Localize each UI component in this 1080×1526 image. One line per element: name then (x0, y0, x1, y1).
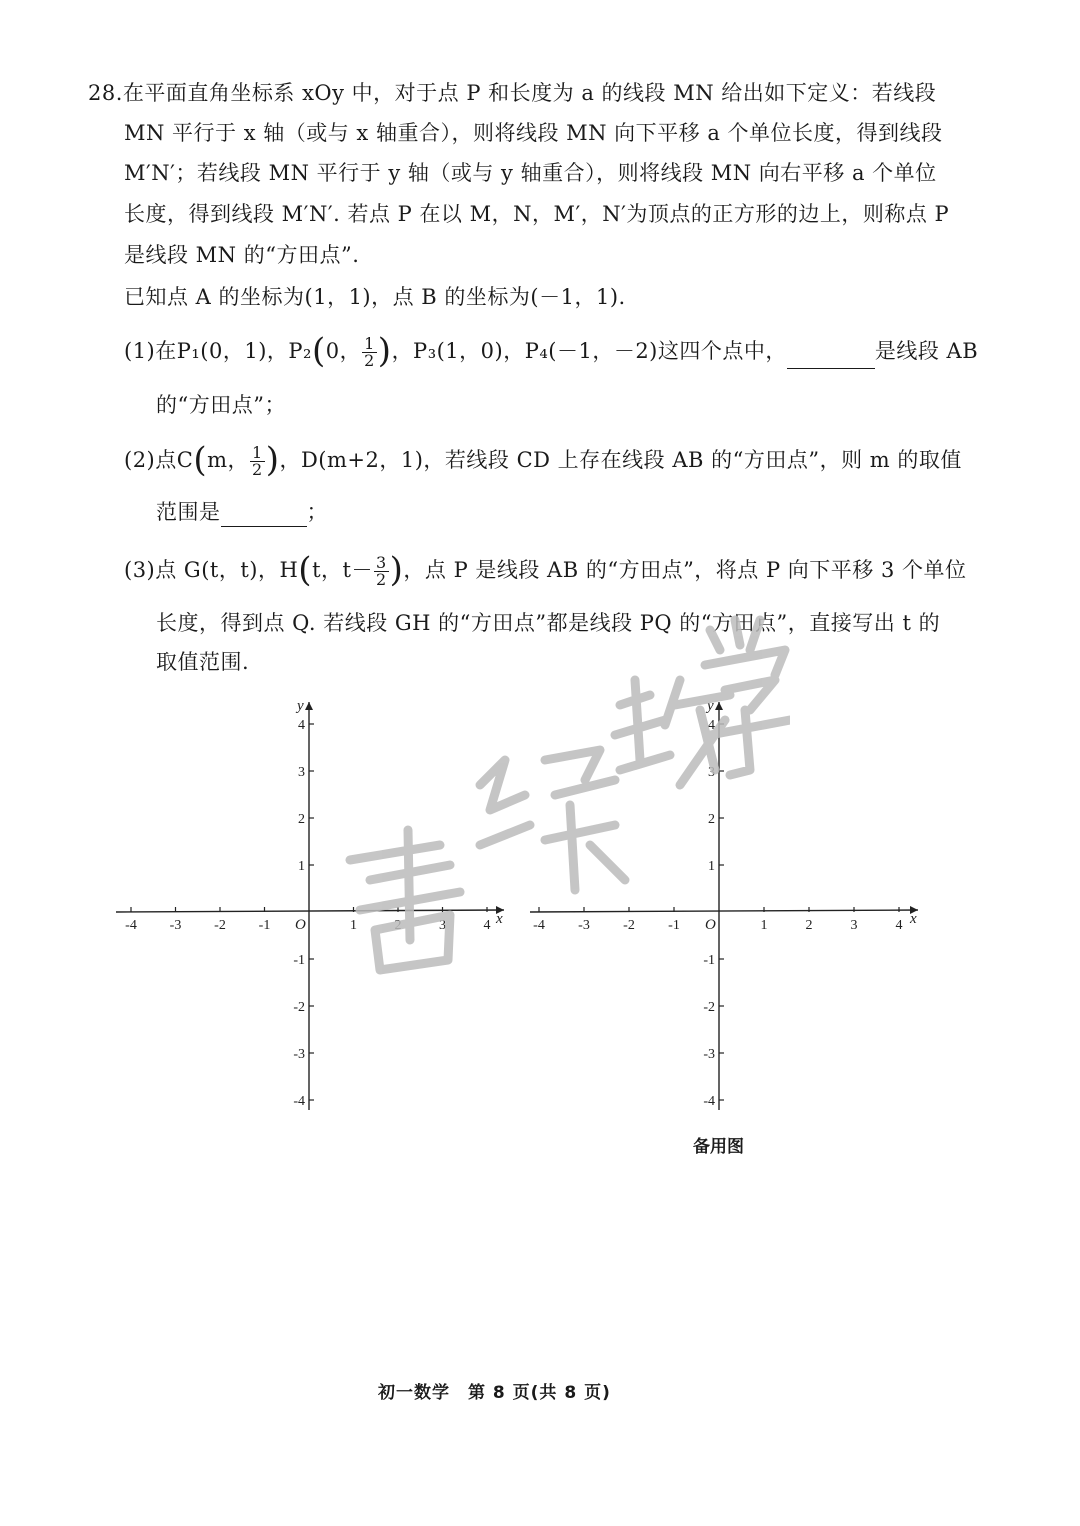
left-y-tick-label: -4 (293, 1094, 305, 1109)
problem-line-4: 长度，得到线段 M′N′. 若点 P 在以 M，N，M′，N′为顶点的正方形的边上，则称点 P (124, 202, 950, 226)
right-x-axis-label: x (910, 911, 917, 927)
left-y-tick-label: -2 (293, 1000, 305, 1015)
right-y-tick-label: 2 (708, 812, 715, 827)
left-x-tick-label: 2 (394, 918, 402, 933)
left-y-axis-label: y (297, 698, 304, 714)
right-y-tick-label: -1 (703, 953, 715, 968)
right-x-tick-label: 1 (760, 918, 768, 933)
question-1-line-1: (1)在P₁(0，1)，P₂(0， $\frac{1}{2}$ )，P₃(1，0)，P₄(－1，－2)这四个点中， 是线段 AB (124, 330, 979, 371)
answer-blank-2[interactable] (221, 504, 307, 527)
right-x-tick-label: -4 (533, 918, 545, 933)
left-y-tick-label: -1 (293, 953, 305, 968)
right-x-tick-label: -1 (668, 918, 680, 933)
problem-line-2: MN 平行于 x 轴（或与 x 轴重合），则将线段 MN 向下平移 a 个单位长度，得到线段 (124, 121, 943, 145)
left-x-tick-label: -1 (258, 918, 271, 933)
left-x-tick-label: 4 (483, 918, 491, 933)
right-y-tick-label: 3 (708, 765, 715, 780)
right-origin-label: O (705, 917, 716, 933)
question-3-line-2: 长度，得到点 Q. 若线段 GH 的“方田点”都是线段 PQ 的“方田点”，直接写出 t 的 (156, 611, 941, 635)
left-y-axis-arrow (305, 702, 313, 710)
question-3-line-1: (3)点 G(t，t)，H(t，t－ $\frac{3}{2}$ )，点 P 是线段 AB 的“方田点”，将点 P 向下平移 3 个单位 (124, 549, 967, 590)
problem-line-1 (88, 78, 936, 108)
left-x-tick-label: 3 (439, 918, 446, 933)
left-x-tick-label: -4 (125, 918, 137, 933)
right-x-tick-label: -3 (578, 918, 590, 933)
right-x-tick-label: 3 (850, 918, 858, 933)
left-origin-label: O (295, 917, 306, 933)
question-1-line-2: 的“方田点”； (156, 393, 286, 417)
page-footer: 初一数学 第 8 页(共 8 页) (378, 1383, 611, 1403)
question-3-line-3: 取值范围. (156, 650, 250, 674)
question-2-line-1: (2)点C(m， $\frac{1}{2}$ )，D(m+2，1)，若线段 CD 上存在线段 AB 的“方田点”，则 m 的取值 (124, 439, 962, 480)
right-x-tick-label: 4 (895, 918, 903, 933)
problem-number: 28. (88, 81, 123, 105)
right-y-tick-label: -4 (703, 1094, 715, 1109)
left-x-axis (116, 910, 504, 912)
right-y-tick-label: 4 (708, 718, 715, 733)
problem-line-5: 是线段 MN 的“方田点”. (124, 243, 360, 267)
coordinate-grid-left (112, 690, 512, 1120)
right-x-axis (530, 910, 918, 912)
coordinate-grid-right (526, 690, 926, 1120)
left-y-tick-label: 4 (298, 718, 305, 733)
left-y-tick-label: -3 (293, 1047, 305, 1062)
left-x-tick-label: -3 (169, 918, 182, 933)
fraction-one-half: $\frac{1}{2}$ (364, 334, 375, 370)
given-line: 已知点 A 的坐标为(1，1)，点 B 的坐标为(－1，1). (124, 285, 626, 309)
left-x-axis-label: x (496, 911, 503, 927)
right-x-tick-label: -2 (623, 918, 635, 933)
left-y-tick-label: 1 (298, 859, 305, 874)
left-x-tick-label: 1 (350, 918, 357, 933)
right-y-tick-label: -2 (703, 1000, 715, 1015)
right-x-tick-label: 2 (805, 918, 813, 933)
left-y-tick-label: 2 (298, 812, 305, 827)
right-y-tick-label: 1 (708, 859, 715, 874)
fraction-three-halves: $\frac{3}{2}$ (375, 553, 387, 589)
right-y-axis-label: y (707, 698, 714, 714)
right-y-tick-label: -3 (703, 1047, 715, 1062)
problem-line-3: M′N′；若线段 MN 平行于 y 轴（或与 y 轴重合），则将线段 MN 向右平移 a 个单位 (124, 161, 937, 185)
answer-blank-1[interactable] (787, 346, 875, 369)
question-2-line-2: 范围是 ； (156, 497, 328, 527)
problem-text-1: 在平面直角坐标系 xOy 中，对于点 P 和长度为 a 的线段 MN 给出如下定义：若线段 (122, 81, 937, 105)
right-y-axis-arrow (715, 702, 723, 710)
fraction-one-half: $\frac{1}{2}$ (252, 443, 263, 479)
spare-figure-caption: 备用图 (693, 1137, 744, 1157)
left-y-tick-label: 3 (298, 765, 305, 780)
left-x-tick-label: -2 (214, 918, 226, 933)
